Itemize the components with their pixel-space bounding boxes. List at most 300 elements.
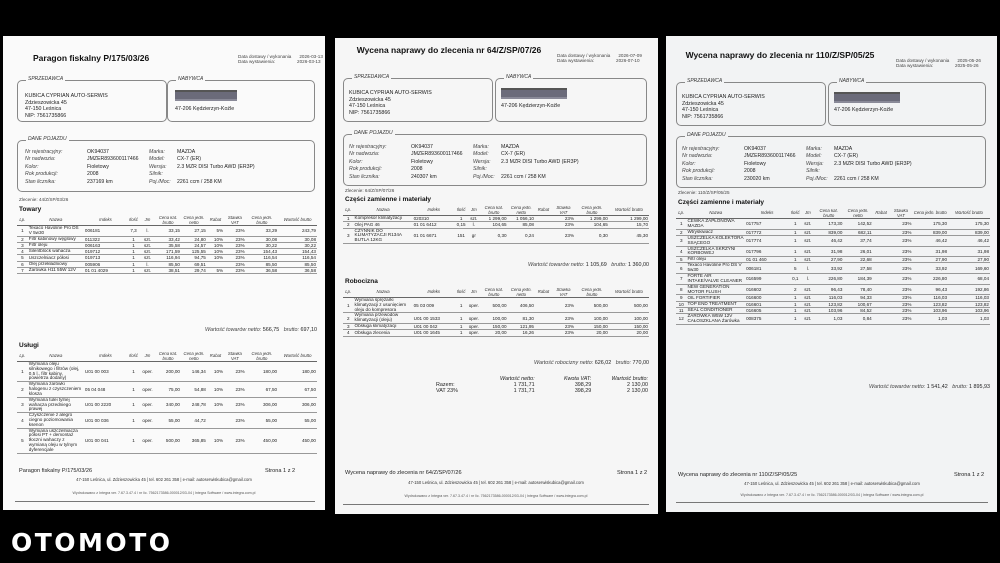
table-cell: 1 <box>676 219 686 230</box>
table-cell: 23% <box>552 324 575 330</box>
table-cell: Żarówka H11 55W 12V <box>28 268 84 274</box>
document-title: Wycena naprawy do zlecenia nr 110/Z/SP/05/25 <box>685 50 875 60</box>
table-cell: 23% <box>224 268 246 274</box>
column-header: Indeks <box>745 209 789 219</box>
table-cell: szt. <box>802 246 815 257</box>
table-cell: 23% <box>224 236 246 242</box>
table-cell: 45,30 <box>609 228 649 243</box>
summary-cell: 1 731,71 <box>513 382 535 389</box>
table-cell: 94,33 <box>843 295 872 301</box>
table-cell: 4 <box>343 330 354 336</box>
table-cell: 365,85 <box>181 428 207 453</box>
column-header: Cena jedn. brutto <box>912 209 948 219</box>
table-cell: 100,67 <box>843 301 872 307</box>
table-cell: 27,58 <box>843 263 872 274</box>
table-cell: U01 00 1533 <box>413 313 455 324</box>
vehicle-key: Rok produkcji: <box>682 168 715 175</box>
table-cell: 31,98 <box>912 246 948 257</box>
date-label: Data dostawy / wykonania <box>896 58 950 63</box>
vehicle-value: MAZDA <box>501 144 520 150</box>
document-dates <box>896 58 981 69</box>
table-cell: 180,00 <box>278 362 317 382</box>
table-cell: 23% <box>224 242 246 248</box>
table-cell: 1 <box>455 324 468 330</box>
column-header: Jm <box>802 209 815 219</box>
buyer-address: 47-206 Kędzierzyn-Koźle <box>175 106 235 112</box>
table-cell: Olej przekładniowy <box>28 261 84 267</box>
table-cell: 23% <box>889 274 912 285</box>
table-cell: 27,90 <box>814 257 843 263</box>
vehicle-key: Model: <box>473 151 489 158</box>
table-cell: 10% <box>207 362 224 382</box>
table-cell <box>873 235 890 246</box>
column-header: Rabat <box>535 206 552 216</box>
table-cell: U01 00 1645 <box>413 330 455 336</box>
table-cell: 150,00 <box>480 324 507 330</box>
table-cell: 78,40 <box>843 284 872 295</box>
date-label: Data wystawienia: <box>238 59 276 65</box>
date-value: 2025-05-26 <box>955 63 979 69</box>
table-cell: 1,03 <box>814 314 843 325</box>
seller-line: NIP: 7561735866 <box>25 112 67 119</box>
table-row <box>676 314 990 325</box>
table-cell: 1 <box>127 261 140 267</box>
table-cell: 125,55 <box>181 249 207 255</box>
table-cell: 2 <box>343 222 354 228</box>
vehicle-value: 2.3 MZR DISI Turbo AWD (ER3P) <box>834 160 912 167</box>
buyer-address: 47-206 Kędzierzyn-Koźle <box>501 103 561 109</box>
vehicle-value: 240307 km <box>411 173 437 180</box>
table-cell: 1,03 <box>948 314 990 325</box>
vehicle-details <box>682 147 924 183</box>
table-cell: 23% <box>889 229 912 235</box>
seller-line: Zdzieszowicka 45 <box>682 100 724 107</box>
total-gross: 697,10 <box>300 327 317 333</box>
table-cell: 31,98 <box>814 246 843 257</box>
seller-address <box>682 94 765 120</box>
table-cell: 01 01 6671 <box>413 228 455 243</box>
summary-cell: Razem: <box>436 382 455 389</box>
column-header: Jm <box>467 288 480 298</box>
table-cell: 1 <box>455 298 468 313</box>
total-label: Wartość towarów netto: <box>528 262 585 268</box>
table-cell: 100,00 <box>575 313 609 324</box>
vehicle-key: Stan licznika: <box>682 175 713 182</box>
buyer-box <box>167 76 315 122</box>
table-cell: 005906 <box>84 261 127 267</box>
table-cell: 116,03 <box>814 295 843 301</box>
column-header: Jm <box>467 206 480 216</box>
seller-line: Zdzieszowicka 45 <box>349 96 391 103</box>
table-cell: 200,00 <box>155 362 181 382</box>
footer-divider <box>676 502 988 503</box>
table-cell: U01 00 036 <box>84 413 127 428</box>
table-cell: 10% <box>207 428 224 453</box>
table-cell: 67,50 <box>278 382 317 397</box>
table-cell: 23% <box>552 313 575 324</box>
table-cell: 4 <box>676 246 686 257</box>
column-header: Cena kat. brutto <box>814 209 843 219</box>
table-cell: 9 <box>676 295 686 301</box>
column-header: Indeks <box>413 206 455 216</box>
table-cell: 16,26 <box>508 330 535 336</box>
table-cell: 017796 <box>745 246 789 257</box>
table-cell: 7,3 <box>127 226 140 237</box>
table-cell: l. <box>802 263 815 274</box>
column-header: Ilość <box>789 209 802 219</box>
vehicle-key: Kolor: <box>25 163 39 170</box>
table-cell: 017774 <box>745 235 789 246</box>
table-cell: 016605 <box>745 307 789 313</box>
table-cell: oper. <box>467 298 480 313</box>
summary-cell: 398,29 <box>574 388 592 395</box>
table-cell: 10% <box>207 255 224 261</box>
vehicle-value: JMZER893600117466 <box>87 156 139 163</box>
column-header: Wartość brutto <box>278 352 317 362</box>
column-header: Ilość <box>127 216 140 226</box>
buyer-box <box>495 74 647 122</box>
seller-line: Zdzieszowicka 45 <box>25 99 67 106</box>
table-cell: 33,92 <box>814 263 843 274</box>
vehicle-value: CX-7 (ER) <box>834 153 858 160</box>
table-cell: 0,24 <box>508 228 535 243</box>
table-cell: 3 <box>17 242 28 248</box>
table-row <box>343 324 649 330</box>
vehicle-key: Nr rejestracyjny: <box>682 146 720 152</box>
table-cell: 96,43 <box>912 284 948 295</box>
labor-total <box>445 360 649 366</box>
table-cell: TOP END TREATMENT <box>686 301 745 307</box>
table-cell: 23% <box>224 397 246 412</box>
table-cell: 75,00 <box>155 382 181 397</box>
table-cell: 1 299,00 <box>609 216 649 222</box>
table-cell <box>873 246 890 257</box>
table-cell: 10% <box>207 397 224 412</box>
table-cell: 151 <box>455 228 468 243</box>
column-header: Stawka VAT <box>224 216 246 226</box>
total-gross: 1 360,00 <box>628 262 649 268</box>
footer-page: Strona 1 z 2 <box>954 472 985 478</box>
date-value: 2026-07-10 <box>616 58 640 64</box>
otomoto-logo: OTOMOTO <box>11 528 173 557</box>
vehicle-value: 237169 km <box>87 178 113 185</box>
parts-table <box>676 209 990 325</box>
table-cell: 94,75 <box>181 255 207 261</box>
table-cell: USZCZELKA KOLEKTORA SSĄCEGO <box>687 235 744 245</box>
table-cell: 1 <box>789 307 802 313</box>
table-cell <box>873 284 890 295</box>
table-cell: 85,50 <box>155 261 181 267</box>
table-cell: szt. <box>140 268 155 274</box>
table-cell: 1 <box>789 257 802 263</box>
table-cell: 116,54 <box>246 255 278 261</box>
table-cell <box>873 219 890 230</box>
seller-address <box>349 90 432 116</box>
table-cell: CEWKA ZAPŁONOWA MAZDA <box>686 219 745 230</box>
table-cell: 306,00 <box>278 397 317 412</box>
table-cell: 100,00 <box>480 313 507 324</box>
table-cell: 1 056,10 <box>508 216 535 222</box>
redacted-block <box>501 88 567 99</box>
table-cell: 27,90 <box>948 257 990 263</box>
summary-cell: 2 130,00 <box>627 388 648 395</box>
table-cell: 84,52 <box>843 307 872 313</box>
table-cell: 016601 <box>745 301 789 307</box>
table-cell: szt. <box>140 242 155 248</box>
table-cell: l. <box>140 226 155 237</box>
column-header: Ilość <box>455 206 468 216</box>
footer-software: Wydrukowano z Integra ver. 7.67.3.47.4 / nr lic. 7562173586-000012/03-04 | Integra Software / www.integra.com.pl <box>740 493 924 497</box>
table-cell: 24,57 <box>181 242 207 248</box>
table-cell: 23% <box>224 226 246 237</box>
vehicle-value <box>501 167 591 173</box>
table-cell: szt. <box>802 284 815 295</box>
vehicle-value: OK94037 <box>744 146 766 152</box>
document-title: Paragon fiskalny P/175/03/26 <box>33 53 150 63</box>
table-cell: oper. <box>140 362 155 382</box>
column-header: Stawka VAT <box>552 206 575 216</box>
vehicle-key: Wersja: <box>806 160 824 167</box>
column-header: Wartość brutto <box>278 216 317 226</box>
column-header: Stawka VAT <box>552 288 575 298</box>
table-cell: Obsługa zlecenia <box>354 330 413 336</box>
table-cell: oper. <box>140 413 155 428</box>
column-header: Cena jedn. netto <box>508 206 535 216</box>
buyer-label: NABYWCA <box>506 74 532 80</box>
table-row <box>676 274 990 285</box>
table-cell: 46,42 <box>814 235 843 246</box>
table-cell: 406,50 <box>508 298 535 313</box>
table-cell: 55,00 <box>155 413 181 428</box>
footer-software: Wydrukowano z Integra ver. 7.67.3.47.4 / nr lic. 7562173586-000012/03-04 | Integra Software / www.integra.com.pl <box>72 491 256 495</box>
table-cell: 7 <box>17 268 28 274</box>
total-net: 626,02 <box>594 360 612 366</box>
order-number: Zlecenie: 64/Z/SP/07/26 <box>345 188 395 193</box>
table-row <box>676 246 990 257</box>
vehicle-value: 2261 ccm / 258 KM <box>834 175 879 182</box>
table-cell: 5% <box>207 268 224 274</box>
table-cell: 0,1 <box>789 274 802 285</box>
summary-header: Wartość brutto: <box>611 376 648 382</box>
table-cell: 33,29 <box>246 226 278 237</box>
section-title: Robocizna <box>345 278 378 285</box>
total-label: brutto: <box>615 360 631 366</box>
table-cell: 29,74 <box>181 268 207 274</box>
table-cell: 5 <box>676 257 686 263</box>
table-cell: U01 00 2220 <box>84 397 127 412</box>
table-cell: 01 01 460 <box>745 257 789 263</box>
table-cell: 103,96 <box>912 307 948 313</box>
table-cell: 10% <box>207 249 224 255</box>
vehicle-value: MAZDA <box>177 149 196 155</box>
section-title: Towary <box>19 206 42 213</box>
vehicle-value: 2.3 MZR DISI Turbo AWD (ER3P) <box>501 158 579 165</box>
column-header: Cena kat. brutto <box>155 352 181 362</box>
table-cell: 100,00 <box>609 313 649 324</box>
table-cell: 23% <box>224 362 246 382</box>
table-cell: 1 <box>127 382 140 397</box>
table-cell: 1 <box>127 428 140 453</box>
column-header: Nazwa <box>354 288 413 298</box>
vehicle-key: Wersja: <box>473 158 491 165</box>
table-cell: 1 <box>343 298 354 313</box>
vehicle-label: DANE POJAZDU <box>687 132 726 138</box>
column-header: Indeks <box>413 288 455 298</box>
table-cell: 11 <box>676 307 686 313</box>
summary-cell: VAT 23% <box>436 388 458 395</box>
table-cell: 01 01 4029 <box>84 268 127 274</box>
table-row <box>676 284 990 295</box>
order-number: Zlecenie: 110/Z/SP/05/25 <box>678 190 730 195</box>
table-cell: 23% <box>224 249 246 255</box>
table-cell <box>873 263 890 274</box>
table-cell <box>535 313 552 324</box>
column-header: Wartość brutto <box>609 206 649 216</box>
column-header: Lp. <box>17 352 28 362</box>
table-cell: 33,42 <box>155 236 181 242</box>
table-cell: 33,15 <box>155 226 181 237</box>
table-cell: Wymiana tulei tylnej wahacza przedniego prawej <box>28 397 84 412</box>
table-cell: 682,11 <box>843 229 872 235</box>
table-cell: 019713 <box>84 255 127 261</box>
vehicle-value: 2008 <box>744 168 756 175</box>
table-row <box>676 219 990 230</box>
table-cell: 1 299,00 <box>480 216 507 222</box>
table-cell: 36,58 <box>246 268 278 274</box>
date-value: 2026-03-13 <box>297 59 321 65</box>
table-cell: 12 <box>676 314 686 325</box>
table-cell: 180,00 <box>246 362 278 382</box>
vehicle-key: Marka: <box>473 144 489 150</box>
document-estimate-110 <box>666 36 997 512</box>
table-cell: 1 <box>789 314 802 325</box>
table-cell: szt. <box>140 249 155 255</box>
seller-label: SPRZEDAWCA <box>28 76 64 82</box>
column-header: Indeks <box>84 352 127 362</box>
table-cell: 23% <box>552 222 575 228</box>
footer-address: 47-150 Leśnica, ul. Zdzieszowicka 45 | tel. 602 261 358 | e-mail: autoserwiskubica@gmail.com <box>744 481 920 486</box>
table-cell: Wymiana żarówki halogenu z czyszczeniem klosza <box>28 382 84 397</box>
goods-table <box>17 216 317 274</box>
section-title: Części zamienne i materiały <box>678 199 764 206</box>
column-header: Rabat <box>207 352 224 362</box>
section-title: Usługi <box>19 342 39 349</box>
table-cell: 15,70 <box>609 222 649 228</box>
vehicle-key: Nr rejestracyjny: <box>349 144 387 150</box>
column-header: Cena kat. brutto <box>155 216 181 226</box>
buyer-label: NABYWCA <box>839 78 865 84</box>
table-cell: oper. <box>468 330 479 336</box>
seller-line: NIP: 7561735866 <box>682 113 724 120</box>
table-cell: 1 <box>343 216 354 222</box>
table-row <box>17 382 317 397</box>
table-cell: 8 <box>676 284 686 295</box>
total-label: brutto: <box>952 384 968 390</box>
table-cell: 006163 <box>84 242 127 248</box>
table-cell: Silentblock wahacza <box>28 249 84 255</box>
footer-page: Strona 1 z 2 <box>617 470 648 476</box>
table-cell: Filtr oleju <box>28 242 84 248</box>
table-cell <box>873 274 890 285</box>
table-cell: U01 00 003 <box>84 362 127 382</box>
table-cell: 20,00 <box>609 330 649 336</box>
column-header: Rabat <box>207 216 224 226</box>
column-header: Cena jedn. brutto <box>246 216 278 226</box>
table-cell: 121,95 <box>508 324 535 330</box>
table-cell: 6 <box>676 263 686 274</box>
table-row <box>17 255 317 261</box>
column-header: Cena jedn. brutto <box>575 206 609 216</box>
table-cell: szt. <box>802 307 815 313</box>
table-cell: 3 <box>676 235 686 246</box>
vehicle-value: 230020 km <box>744 175 770 182</box>
table-cell: Filtr oleju <box>686 257 745 263</box>
table-cell: 2 <box>17 236 28 242</box>
vehicle-key: Nr nadwozia: <box>682 153 713 160</box>
vehicle-value: 2261 ccm / 258 KM <box>177 178 222 185</box>
column-header: Lp. <box>676 209 686 219</box>
summary-table <box>435 376 649 395</box>
vehicle-key: Silnik: <box>806 168 820 175</box>
table-cell: 116,03 <box>912 295 948 301</box>
table-cell: Czyszczenie z alegro ciegno poziomowania ksenon <box>28 413 84 428</box>
table-cell: 30,22 <box>246 242 278 248</box>
vehicle-key: Wersja: <box>149 163 167 170</box>
column-header: Cena kat. brutto <box>480 288 507 298</box>
table-cell: FORTE AIR INTAKE/VALVE CLEANER <box>686 274 745 285</box>
table-cell: 20,00 <box>480 330 507 336</box>
table-cell: 23% <box>552 216 575 222</box>
table-cell: 340,00 <box>155 397 181 412</box>
table-cell <box>535 330 552 336</box>
vehicle-key: Marka: <box>149 149 165 155</box>
table-row <box>17 428 317 453</box>
table-cell: NEW GENERATION MOTOR FLUSH <box>686 284 745 295</box>
footer-software: Wydrukowano z Integra ver. 7.67.3.47.4 / nr lic. 7562173586-000012/03-04 | Integra Software / www.integra.com.pl <box>404 494 588 498</box>
table-cell: 1 <box>127 236 140 242</box>
vehicle-value <box>177 172 267 178</box>
table-cell: szt. <box>802 314 815 325</box>
table-row <box>343 298 649 313</box>
vehicle-value: 2261 ccm / 258 KM <box>501 173 546 180</box>
column-header: Wartość brutto <box>948 209 990 219</box>
table-cell: 017772 <box>745 229 789 235</box>
table-cell: 4 <box>17 249 28 255</box>
seller-line: KUBICA CYPRIAN AUTO-SERWIS <box>25 93 108 99</box>
table-row <box>17 249 317 255</box>
table-cell: 69,51 <box>181 261 207 267</box>
table-cell: szt. <box>140 236 155 242</box>
table-cell: oper. <box>140 428 155 453</box>
table-cell: 0,84 <box>843 314 872 325</box>
redacted-block <box>834 92 900 103</box>
table-cell: 46,42 <box>948 235 990 246</box>
column-header: Cena kat. brutto <box>480 206 507 216</box>
table-cell: 104,65 <box>575 222 609 228</box>
total-gross: 1 895,93 <box>969 384 990 390</box>
table-cell: 36,58 <box>278 268 317 274</box>
table-cell: 96,43 <box>814 284 843 295</box>
summary-cell: 2 130,00 <box>627 382 648 389</box>
table-row <box>343 313 649 324</box>
vehicle-value: Fioletowy <box>744 160 766 167</box>
column-header: Rabat <box>535 288 552 298</box>
table-cell: 116,94 <box>155 255 181 261</box>
summary-cell: 398,29 <box>574 382 592 389</box>
table-cell: Texaco Havoline Pro DS V 5w30 <box>28 226 84 237</box>
table-cell: 104,65 <box>480 222 507 228</box>
table-cell: 142,52 <box>843 219 872 230</box>
